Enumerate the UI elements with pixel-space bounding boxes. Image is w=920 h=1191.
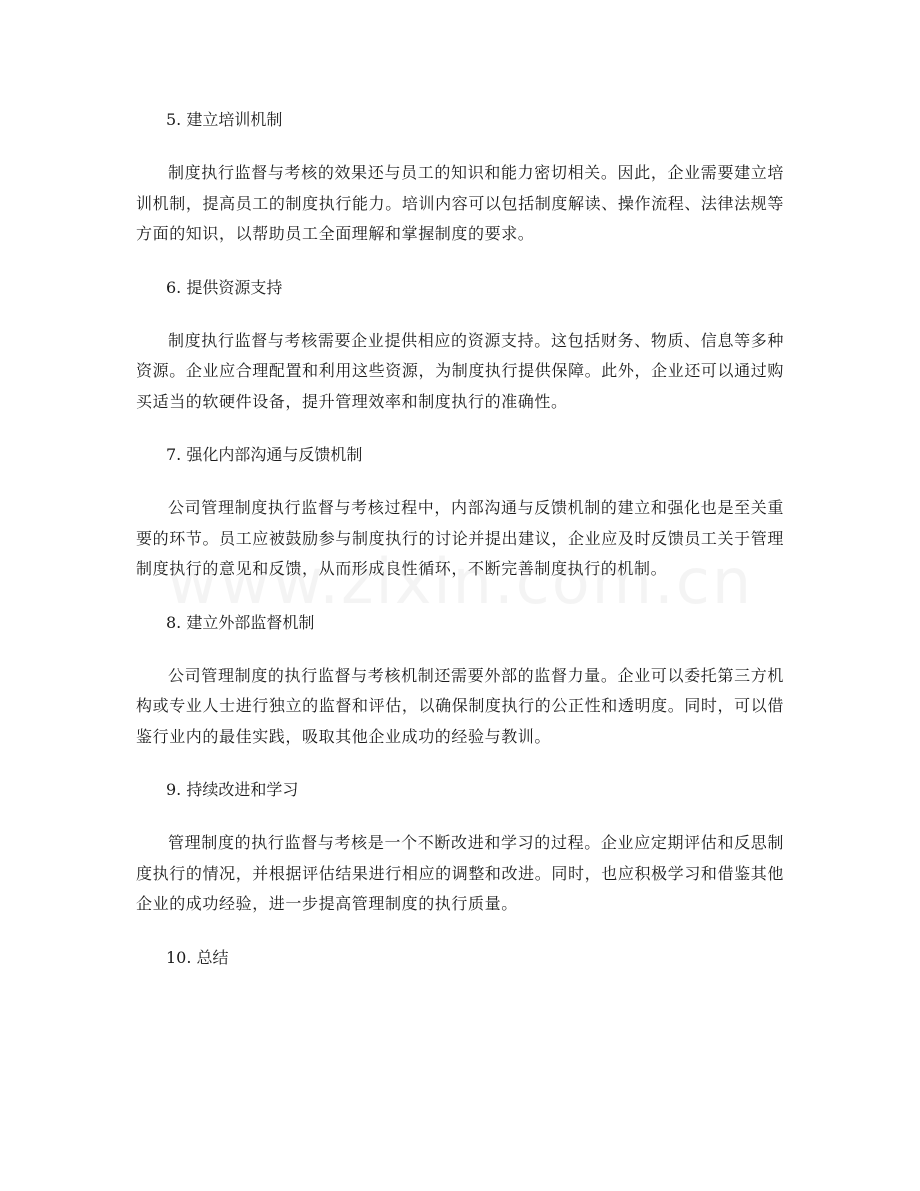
section-heading: 7. 强化内部沟通与反馈机制	[166, 445, 363, 464]
section-heading: 8. 建立外部监督机制	[166, 612, 315, 632]
section-heading: 10. 总结	[166, 947, 229, 967]
section-5	[136, 104, 784, 250]
section-heading: 9. 持续改进和学习	[166, 780, 299, 799]
section-heading: 6. 提供资源支持	[166, 277, 283, 297]
section-body: 公司管理制度的执行监督与考核机制还需要外部的监督力量。企业可以委托第三方机构或专业人士进行独立的监督和评估，以确保制度执行的公正性和透明度。同时，可以借鉴行业内的最佳实践，吸取其他企业成功的经验与教训。	[136, 665, 784, 746]
section-8	[136, 607, 784, 753]
section-body: 制度执行监督与考核的效果还与员工的知识和能力密切相关。因此，企业需要建立培训机制，提高员工的制度执行能力。培训内容可以包括制度解读、操作流程、法律法规等方面的知识，以帮助员工全面理解和掌握制度的要求。	[136, 163, 784, 243]
document-content	[136, 104, 784, 996]
section-body: 管理制度的执行监督与考核是一个不断改进和学习的过程。企业应定期评估和反思制度执行的情况，并根据评估结果进行相应的调整和改进。同时，也应积极学习和借鉴其他企业的成功经验，进一步提高管理制度的执行质量。	[136, 833, 784, 913]
section-10	[136, 942, 784, 974]
section-6	[136, 272, 784, 418]
section-7	[136, 439, 784, 585]
section-body: 公司管理制度执行监督与考核过程中，内部沟通与反馈机制的建立和强化也是至关重要的环节。员工应被鼓励参与制度执行的讨论并提出建议，企业应及时反馈员工关于管理制度执行的意见和反馈，从而形成良性循环，不断完善制度执行的机制。	[136, 498, 784, 578]
section-9	[136, 774, 784, 920]
section-heading: 5. 建立培训机制	[166, 110, 283, 129]
section-body: 制度执行监督与考核需要企业提供相应的资源支持。这包括财务、物质、信息等多种资源。企业应合理配置和利用这些资源，为制度执行提供保障。此外，企业还可以通过购买适当的软硬件设备，提升管理效率和制度执行的准确性。	[136, 330, 784, 411]
